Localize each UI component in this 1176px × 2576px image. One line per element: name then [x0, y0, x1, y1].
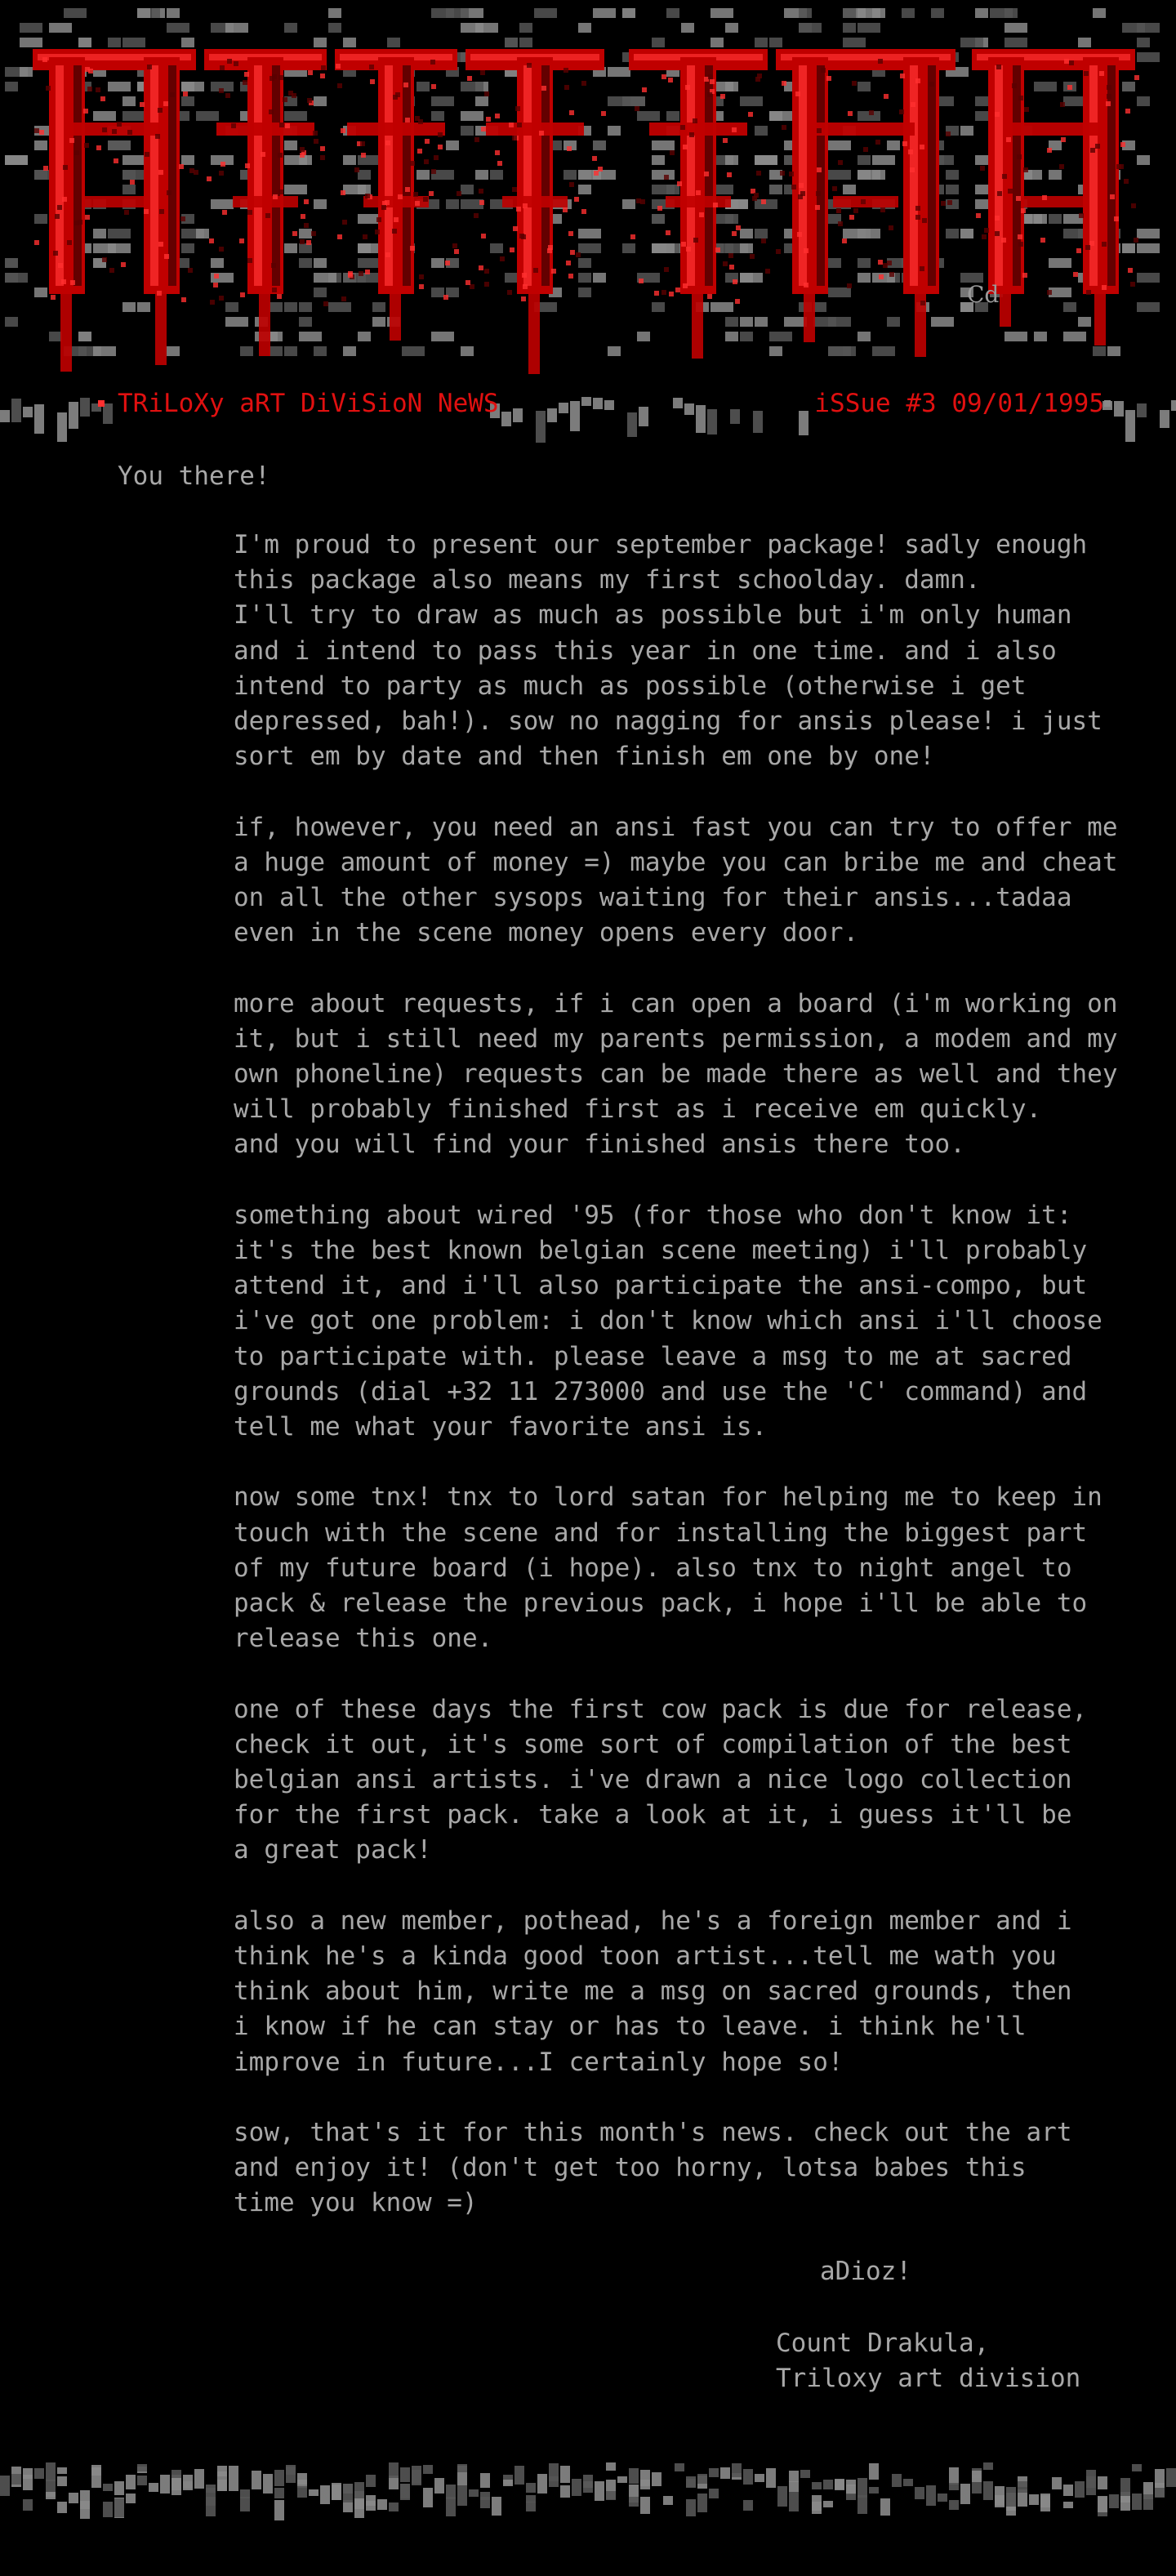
paragraph-line: of my future board (i hope). also tnx to night angel to — [234, 1553, 1072, 1583]
issue-date: iSSue #3 09/01/1995 — [814, 389, 1104, 418]
paragraph-line: grounds (dial +32 11 273000 and use the 'C' command) and — [234, 1376, 1088, 1406]
greeting: You there! — [118, 461, 270, 491]
paragraph-line: and enjoy it! (don't get too horny, lotsa babes this — [234, 2153, 1027, 2183]
paragraph-line: I'll try to draw as much as possible but i'm only human — [234, 600, 1072, 631]
paragraph-line: more about requests, if i can open a board (i'm working on — [234, 988, 1118, 1018]
paragraph-line: think he's a kinda good toon artist...tell me wath you — [234, 1941, 1057, 1972]
news-paragraph — [234, 810, 1132, 952]
footer-bar — [0, 2434, 1176, 2573]
paragraph-line: something about wired '95 (for those who don't know it: — [234, 1200, 1072, 1230]
signature-block — [776, 2326, 1080, 2396]
paragraph-line: and you will find your finished ansis there too. — [234, 1130, 965, 1160]
paragraph-line: on all the other sysops waiting for their ansis...tadaa — [234, 883, 1072, 913]
paragraph-line: think about him, write me a msg on sacred grounds, then — [234, 1977, 1072, 2007]
paragraph-line: i've got one problem: i don't know which ansi i'll choose — [234, 1306, 1102, 1336]
signoff: aDioz! — [820, 2257, 911, 2286]
paragraph-line: a great pack! — [234, 1835, 432, 1865]
paragraph-line: if, however, you need an ansi fast you can try to offer me — [234, 812, 1118, 842]
paragraph-line: check it out, it's some sort of compilation of the best — [234, 1729, 1072, 1759]
paragraph-line: belgian ansi artists. i've drawn a nice logo collection — [234, 1765, 1072, 1795]
signature-name: Count Drakula, — [776, 2329, 990, 2358]
paragraph-line: even in the scene money opens every door. — [234, 918, 859, 948]
paragraph-line: release this one. — [234, 1624, 493, 1654]
news-paragraph — [234, 1198, 1132, 1445]
paragraph-line: attend it, and i'll also participate the ansi-compo, but — [234, 1271, 1088, 1301]
paragraph-line: pack & release the previous pack, i hope i'll be able to — [234, 1589, 1088, 1619]
paragraph-line: to participate with. please leave a msg to me at sacred — [234, 1341, 1072, 1371]
paragraph-line: I'm proud to present our september package! sadly enough — [234, 530, 1088, 559]
paragraph-line: for the first pack. take a look at it, i guess it'll be — [234, 1800, 1072, 1830]
paragraph-line: i know if he can stay or has to leave. i think he'll — [234, 2012, 1027, 2042]
news-paragraph — [234, 987, 1132, 1163]
paragraph-line: it, but i still need my parents permission, a modem and my — [234, 1023, 1118, 1054]
paragraph-line: now some tnx! tnx to lord satan for helping me to keep in — [234, 1482, 1102, 1513]
paragraph-line: own phoneline) requests can be made there as well and they — [234, 1059, 1118, 1090]
paragraph-line: a huge amount of money =) maybe you can bribe me and cheat — [234, 847, 1118, 877]
triloxy-logo — [0, 0, 1176, 376]
news-paragraph — [234, 1692, 1132, 1869]
news-paragraph — [234, 1904, 1132, 2080]
news-title: TRiLoXy aRT DiViSioN NeWS — [118, 389, 499, 418]
signature-group: Triloxy art division — [776, 2364, 1081, 2393]
paragraph-line: depressed, bah!). sow no nagging for ansis please! i just — [234, 706, 1102, 737]
news-paragraph — [234, 2115, 1132, 2222]
logo-letter — [33, 49, 198, 372]
paragraph-line: and i intend to pass this year in one time. and i also — [234, 635, 1057, 666]
paragraph-line: also a new member, pothead, he's a foreign member and i — [234, 1905, 1072, 1936]
paragraph-line: intend to party as much as possible (otherwise i get — [234, 671, 1027, 701]
artist-signature-tag: Cd — [967, 281, 1000, 308]
logo-artwork — [0, 0, 1176, 376]
paragraph-line: time you know =) — [234, 2188, 478, 2218]
paragraph-line: will probably finished first as i receive em quickly. — [234, 1094, 1042, 1125]
news-paragraph — [234, 528, 1132, 774]
paragraph-line: sow, that's it for this month's news. check out the art — [234, 2118, 1072, 2148]
paragraph-line: this package also means my first schoolday. damn. — [234, 565, 981, 595]
news-body — [234, 528, 1132, 2257]
paragraph-line: tell me what your favorite ansi is. — [234, 1412, 768, 1442]
paragraph-line: it's the best known belgian scene meeting) i'll probably — [234, 1236, 1088, 1266]
footer-bar-decoration — [0, 2434, 1176, 2573]
paragraph-line: one of these days the first cow pack is due for release, — [234, 1694, 1088, 1724]
news-paragraph — [234, 1480, 1132, 1656]
logo-letter — [629, 49, 770, 359]
paragraph-line: sort em by date and then finish em one by one! — [234, 742, 935, 772]
paragraph-line: improve in future...I certainly hope so! — [234, 2047, 844, 2077]
paragraph-line: touch with the scene and for installing the biggest part — [234, 1518, 1088, 1548]
